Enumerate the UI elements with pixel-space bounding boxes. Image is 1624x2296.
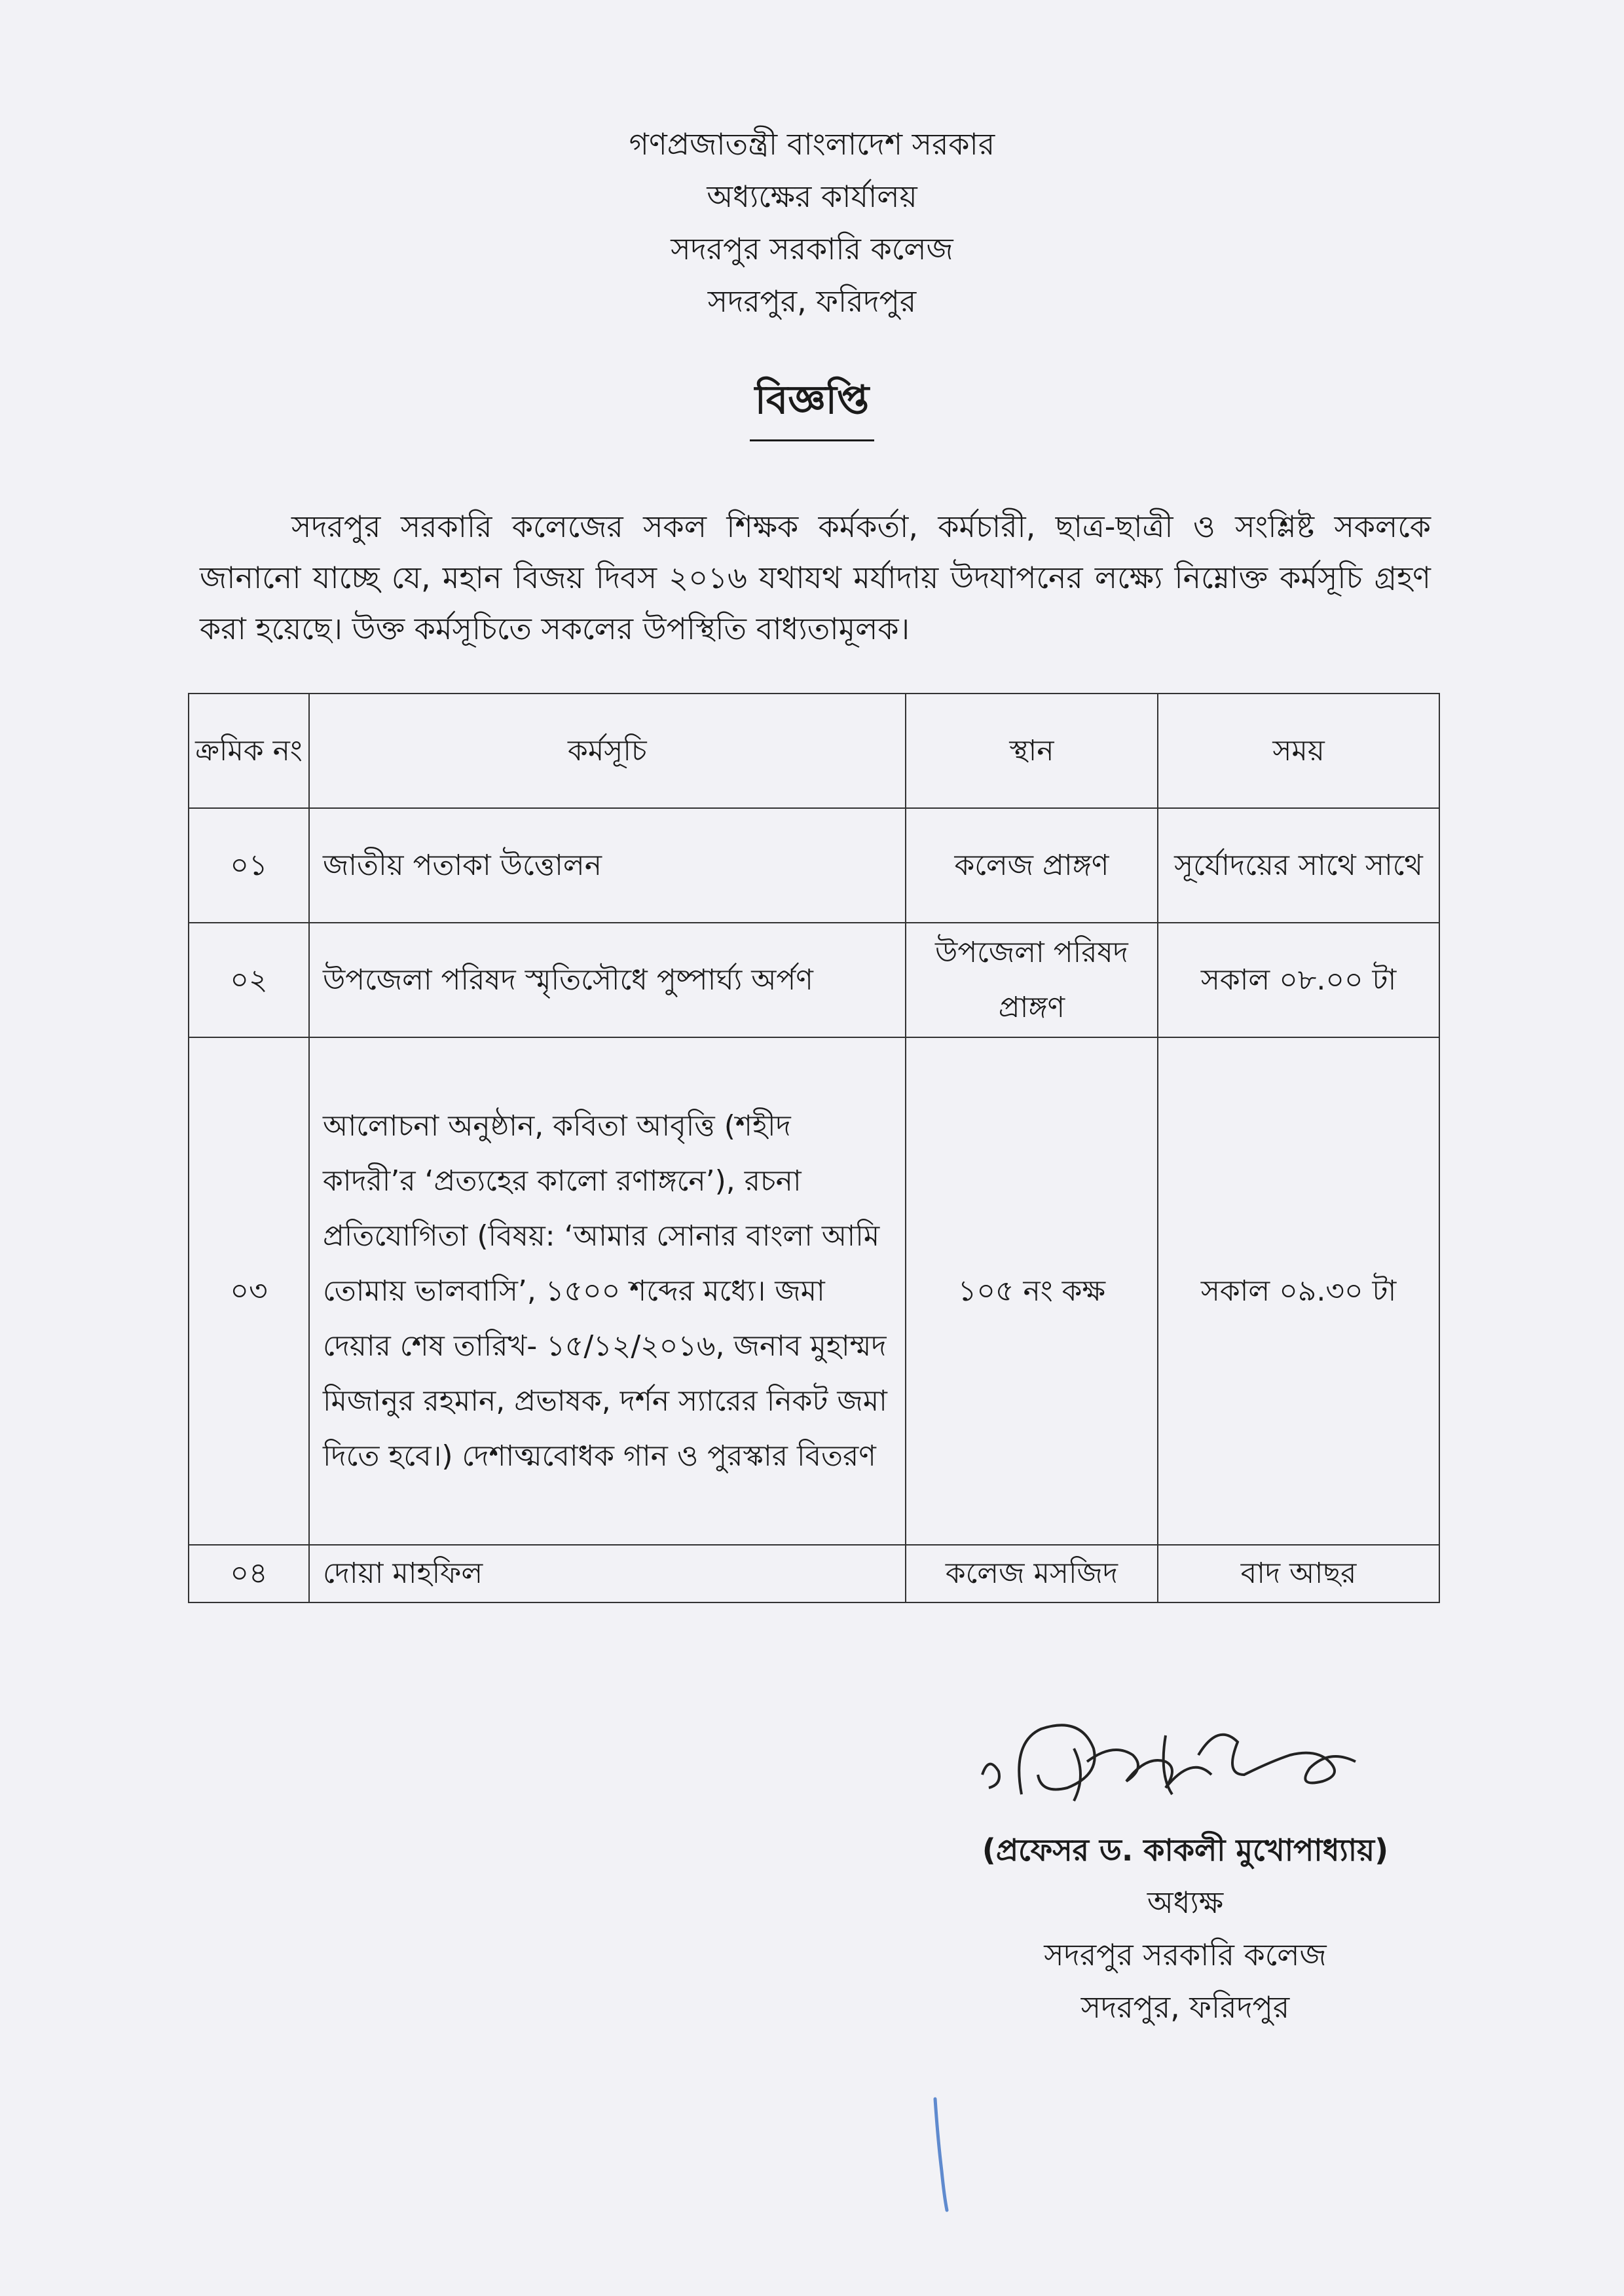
header-program: কর্মসূচি — [309, 694, 906, 808]
cell-place: ১০৫ নং কক্ষ — [906, 1037, 1158, 1545]
cell-serial: ০২ — [189, 923, 309, 1037]
cell-place: কলেজ মসজিদ — [906, 1545, 1158, 1602]
signatory-location: সদরপুর, ফরিদপুর — [1080, 1990, 1290, 2025]
signatory-institution: সদরপুর সরকারি কলেজ — [1044, 1937, 1327, 1972]
cell-place: কলেজ প্রাঙ্গণ — [906, 808, 1158, 923]
header-serial: ক্রমিক নং — [189, 694, 309, 808]
ink-mark — [927, 2096, 953, 2213]
cell-serial: ০৪ — [189, 1545, 309, 1602]
cell-program: জাতীয় পতাকা উত্তোলন — [309, 808, 906, 923]
cell-time: সূর্যোদয়ের সাথে সাথে — [1158, 808, 1439, 923]
program-table — [188, 693, 1440, 1603]
office-name: অধ্যক্ষের কার্যালয় — [707, 179, 917, 214]
header-time: সময় — [1158, 694, 1439, 808]
signatory-designation: অধ্যক্ষ — [1147, 1885, 1224, 1920]
cell-program: আলোচনা অনুষ্ঠান, কবিতা আবৃত্তি (শহীদ কাদরী’র ‘প্রত্যহের কালো রণাঙ্গনে’), রচনা প্রতিযোগিতা (বিষয়: ‘আমার সোনার বাংলা আমি তোমায় ভালবাসি’, ১৫০০ শব্দের মধ্যে। জমা দেয়ার শেষ তারিখ- ১৫/১২/২০১৬, জনাব মুহাম্মদ মিজানুর রহমান, প্রভাষক, দর্শন স্যারের নিকট জমা দিতে হবে।) দেশাত্মবোধক গান ও পুরস্কার বিতরণ — [309, 1037, 906, 1545]
cell-time: সকাল ০৯.৩০ টা — [1158, 1037, 1439, 1545]
table-row — [189, 923, 1439, 1037]
cell-place: উপজেলা পরিষদ প্রাঙ্গণ — [906, 923, 1158, 1037]
letterhead — [0, 118, 1624, 327]
notice-body: সদরপুর সরকারি কলেজের সকল শিক্ষক কর্মকর্তা, কর্মচারী, ছাত্র-ছাত্রী ও সংশ্লিষ্ট সকলকে জানানো যাচ্ছে যে, মহান বিজয় দিবস ২০১৬ যথাযথ মর্যাদায় উদযাপনের লক্ষ্যে নিম্নোক্ত কর্মসূচি গ্রহণ করা হয়েছে। উক্ত কর্মসূচিতে সকলের উপস্থিতি বাধ্যতামূলক। — [200, 509, 1431, 646]
cell-serial: ০৩ — [189, 1037, 309, 1545]
signatory-name: (প্রফেসর ড. কাকলী মুখোপাধ্যায়) — [982, 1832, 1389, 1868]
signature-image — [891, 1696, 1480, 1814]
signatory-block — [891, 1824, 1480, 2033]
cell-time: সকাল ০৮.০০ টা — [1158, 923, 1439, 1037]
cell-time: বাদ আছর — [1158, 1545, 1439, 1602]
table-header-row — [189, 694, 1439, 808]
notice-title-text: বিজ্ঞপ্তি — [750, 370, 874, 441]
government-name: গণপ্রজাতন্ত্রী বাংলাদেশ সরকার — [629, 126, 995, 162]
college-address: সদরপুর, ফরিদপুর — [707, 284, 917, 319]
signature-scribble — [891, 1696, 1480, 1814]
cell-serial: ০১ — [189, 808, 309, 923]
cell-program: দোয়া মাহফিল — [309, 1545, 906, 1602]
table-row — [189, 808, 1439, 923]
table-row — [189, 1545, 1439, 1602]
table-row — [189, 1037, 1439, 1545]
blue-ink-stroke — [927, 2096, 953, 2213]
cell-program: উপজেলা পরিষদ স্মৃতিসৌধে পুষ্পার্ঘ্য অর্পণ — [309, 923, 906, 1037]
notice-title — [0, 370, 1624, 441]
college-name: সদরপুর সরকারি কলেজ — [671, 231, 953, 267]
header-place: স্থান — [906, 694, 1158, 808]
